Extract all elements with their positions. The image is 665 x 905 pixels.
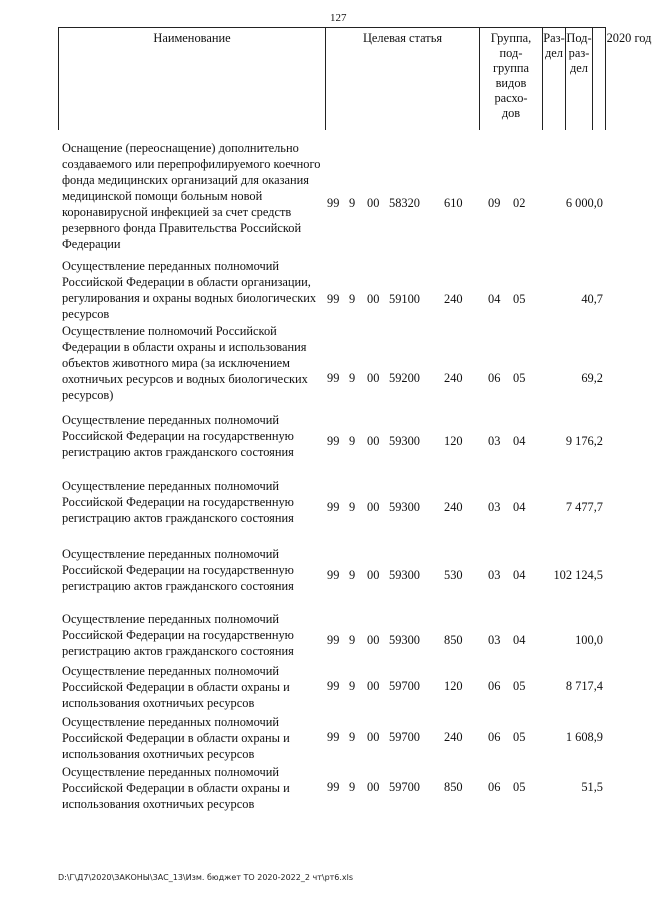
row-c2: 9 [349,780,356,794]
row-name: Осуществление полномочий Российской Федерации в области охраны и использования объектов животного мира (за исключением охотничьих ресурсов и водных биологических ресурсов) [62,324,308,402]
row-group: 240 [444,292,463,306]
row-c2: 9 [349,292,356,306]
row-name: Осуществление переданных полномочий Российской Федерации в области организации, регулирования и охраны водных биологических ресурсов [62,259,317,321]
row-group: 610 [444,196,463,210]
row-c3: 00 [367,679,380,693]
row-c4: 59300 [389,500,420,514]
row-group: 240 [444,500,463,514]
row-c4: 59300 [389,434,420,448]
row-c3: 00 [367,292,380,306]
row-group: 120 [444,679,463,693]
row-c3: 00 [367,196,380,210]
row-c1: 99 [327,500,340,514]
row-c1: 99 [327,292,340,306]
header-razdel-line: дел [545,46,563,60]
row-c3: 00 [367,730,380,744]
header-group-line: группа [492,61,530,75]
row-razdel: 06 [488,730,501,744]
header-name: Наименование [153,31,231,45]
row-c1: 99 [327,730,340,744]
header-razdel [542,28,565,130]
header-group-line: дов [501,106,521,120]
row-razdel: 09 [488,196,501,210]
header-razdel-line: Раз- [543,31,565,45]
header-group-line: расхо- [494,91,528,105]
header-podrazdel [565,28,592,130]
row-group: 530 [444,568,463,582]
header-podrazdel-line: дел [570,61,588,75]
row-c1: 99 [327,196,340,210]
row-c2: 9 [349,730,356,744]
row-razdel: 06 [488,371,501,385]
row-group: 240 [444,730,463,744]
row-podrazdel: 04 [513,633,526,647]
row-group: 850 [444,780,463,794]
row-c2: 9 [349,568,356,582]
row-amount: 100,0 [575,633,603,647]
footer-path: D:\Г\Д7\2020\ЗАКОНЫ\ЗАС_13\Изм. бюджет ТО 2020-2022_2 чт\рт6.xls [58,873,354,882]
header-group-line: видов [495,76,527,90]
header-group-line: под- [499,46,523,60]
row-amount: 51,5 [581,780,603,794]
row-name: Осуществление переданных полномочий Российской Федерации в области охраны и использования охотничьих ресурсов [62,715,290,761]
row-name: Осуществление переданных полномочий Российской Федерации на государственную регистрацию актов гражданского состояния [62,413,294,459]
row-c1: 99 [327,434,340,448]
row-name: Осуществление переданных полномочий Российской Федерации в области охраны и использования охотничьих ресурсов [62,765,290,811]
row-razdel: 03 [488,633,501,647]
row-amount: 1 608,9 [565,730,603,744]
row-c4: 59700 [389,780,420,794]
row-name: Осуществление переданных полномочий Российской Федерации на государственную регистрацию актов гражданского состояния [62,479,294,525]
row-c3: 00 [367,371,380,385]
row-c4: 59700 [389,730,420,744]
row-razdel: 04 [488,292,501,306]
row-name: Осуществление переданных полномочий Российской Федерации на государственную регистрацию актов гражданского состояния [62,612,294,658]
row-name: Осуществление переданных полномочий Российской Федерации в области охраны и использования охотничьих ресурсов [62,664,290,710]
row-amount: 102 124,5 [553,568,603,582]
row-group: 120 [444,434,463,448]
row-podrazdel: 05 [513,371,526,385]
row-group: 240 [444,371,463,385]
row-podrazdel: 04 [513,568,526,582]
row-c3: 00 [367,780,380,794]
table-header [58,27,652,130]
row-c2: 9 [349,371,356,385]
row-c3: 00 [367,434,380,448]
row-c4: 59300 [389,568,420,582]
row-name: Оснащение (переоснащение) дополнительно создаваемого или перепрофилируемого коечного фонда медицинских организаций для оказания медицинской помощи больным новой коронавирусной инфекцией за счет средств резервного фонда Правительства Российской Федерации [62,141,321,251]
row-amount: 40,7 [581,292,603,306]
row-c2: 9 [349,500,356,514]
row-amount: 69,2 [581,371,603,385]
row-c4: 58320 [389,196,420,210]
row-razdel: 03 [488,500,501,514]
row-amount: 9 176,2 [565,434,603,448]
row-c2: 9 [349,196,356,210]
header-group-line: Группа, [490,31,532,45]
row-razdel: 06 [488,679,501,693]
row-group: 850 [444,633,463,647]
header-year: 2020 год [592,28,665,130]
row-podrazdel: 05 [513,780,526,794]
row-podrazdel: 04 [513,434,526,448]
row-c2: 9 [349,679,356,693]
row-c1: 99 [327,633,340,647]
row-c3: 00 [367,568,380,582]
row-c3: 00 [367,500,380,514]
row-amount: 7 477,7 [565,500,603,514]
row-c4: 59300 [389,633,420,647]
row-razdel: 03 [488,568,501,582]
row-amount: 6 000,0 [565,196,603,210]
row-c4: 59100 [389,292,420,306]
row-c2: 9 [349,434,356,448]
row-c1: 99 [327,679,340,693]
row-c1: 99 [327,568,340,582]
row-podrazdel: 05 [513,730,526,744]
row-c4: 59200 [389,371,420,385]
header-target: Целевая статья [325,28,479,130]
row-podrazdel: 04 [513,500,526,514]
row-c1: 99 [327,371,340,385]
header-podrazdel-line: раз- [568,46,590,60]
row-razdel: 03 [488,434,501,448]
header-group [479,28,542,130]
row-razdel: 06 [488,780,501,794]
row-podrazdel: 05 [513,679,526,693]
row-podrazdel: 05 [513,292,526,306]
page-number: 127 [330,12,347,24]
row-podrazdel: 02 [513,196,526,210]
row-c3: 00 [367,633,380,647]
row-c4: 59700 [389,679,420,693]
row-c2: 9 [349,633,356,647]
row-name: Осуществление переданных полномочий Российской Федерации на государственную регистрацию актов гражданского состояния [62,547,294,593]
header-podrazdel-line: Под- [566,31,592,45]
row-c1: 99 [327,780,340,794]
row-amount: 8 717,4 [565,679,603,693]
